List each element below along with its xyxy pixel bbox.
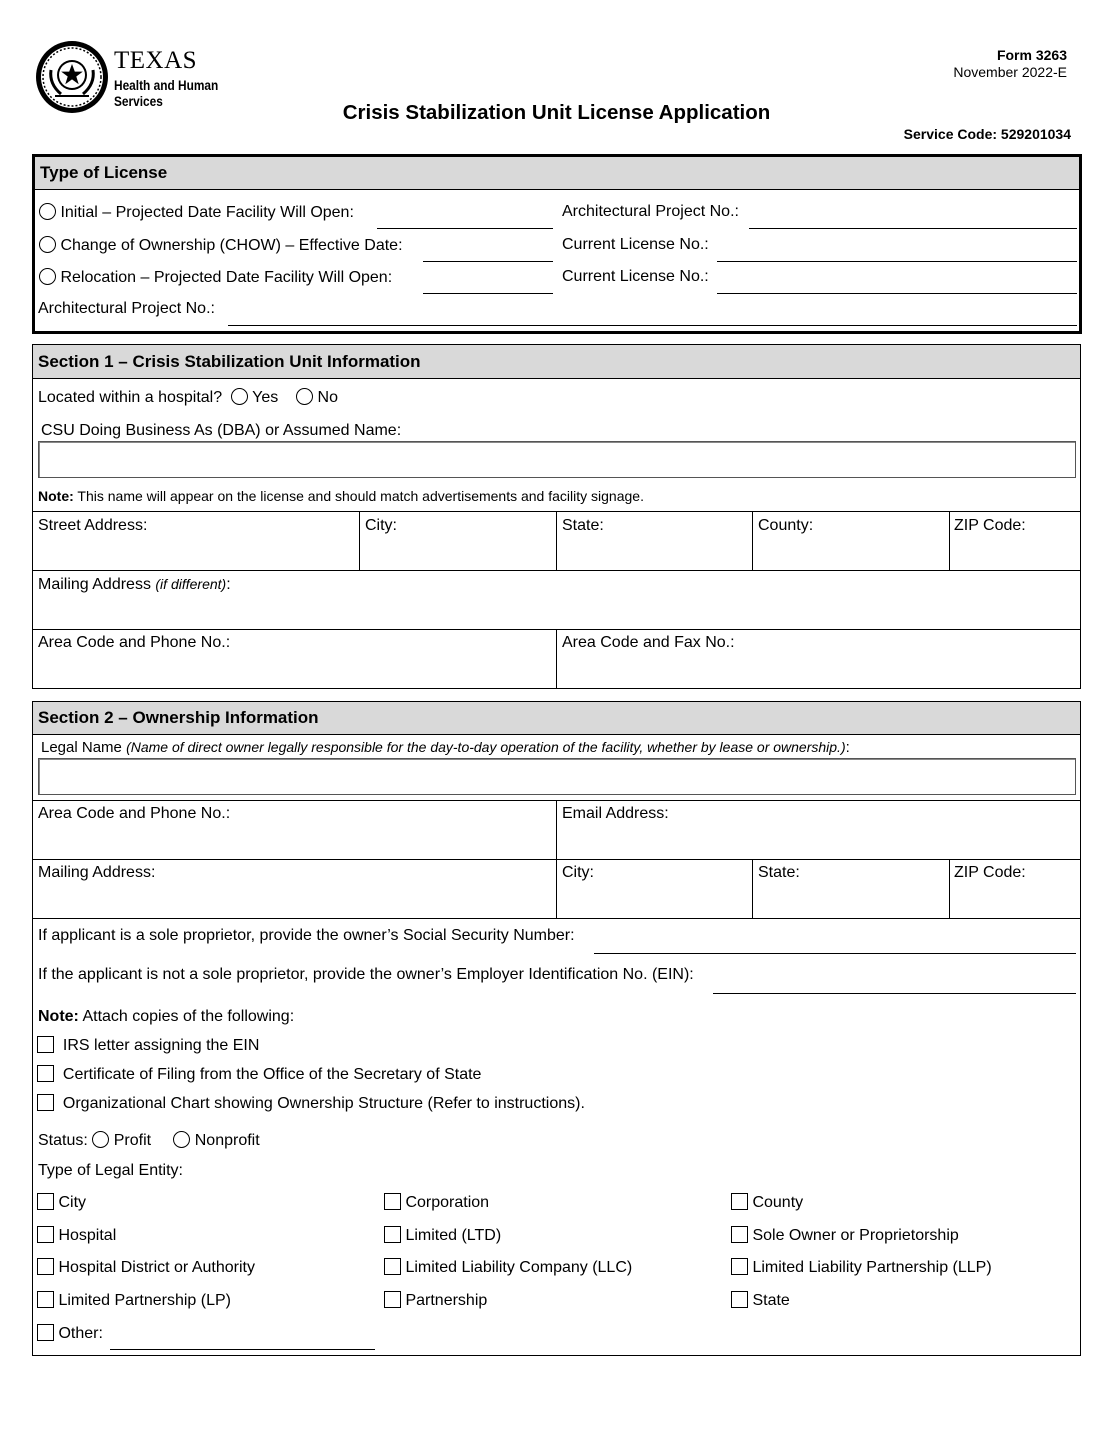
legal-name-input[interactable] <box>38 758 1076 795</box>
checkbox[interactable] <box>37 1193 54 1210</box>
current-license-label-2: Current License No.: <box>562 268 709 285</box>
legal-name-hint: (Name of direct owner legally responsible for the day-to-day operation of the facility, whether by lease or ownership.) <box>126 739 846 755</box>
county-field[interactable]: County: <box>758 517 814 534</box>
dba-note <box>38 488 644 504</box>
license-option-chow[interactable] <box>39 236 403 255</box>
ssn-label: If applicant is a sole proprietor, provide the owner’s Social Security Number: <box>38 927 575 944</box>
entity-label: Type of Legal Entity: <box>38 1162 183 1179</box>
radio-initial[interactable] <box>39 203 56 220</box>
option-label: Initial – Projected Date Facility Will Open: <box>60 204 354 221</box>
entity-state[interactable] <box>731 1291 790 1310</box>
status-label: Status: <box>38 1132 88 1149</box>
mailing-address-field[interactable] <box>38 576 231 594</box>
checkbox[interactable] <box>731 1226 748 1243</box>
nonprofit-label: Nonprofit <box>194 1132 260 1149</box>
attach-note <box>38 1008 294 1026</box>
divider <box>33 570 1080 571</box>
attachment-label: IRS letter assigning the EIN <box>62 1037 260 1054</box>
section-1 <box>32 344 1081 689</box>
service-code: Service Code: 529201034 <box>903 126 1071 142</box>
checkbox[interactable] <box>384 1226 401 1243</box>
section-2 <box>32 701 1081 1356</box>
divider <box>556 629 557 689</box>
current-license-label-1: Current License No.: <box>562 236 709 253</box>
entity-option-label: State <box>752 1292 790 1309</box>
ein-label: If the applicant is not a sole proprietor, provide the owner’s Employer Identification No. (EIN): <box>38 966 694 983</box>
yes-label: Yes <box>252 389 279 406</box>
checkbox[interactable] <box>731 1258 748 1275</box>
current-license-field-1[interactable] <box>717 261 1077 262</box>
attachment-org-chart[interactable] <box>37 1094 585 1113</box>
dba-label: CSU Doing Business As (DBA) or Assumed Name: <box>41 422 402 439</box>
option-label: Relocation – Projected Date Facility Will Open: <box>60 269 393 286</box>
radio-yes[interactable] <box>231 388 248 405</box>
type-of-license-section <box>32 154 1082 334</box>
radio-no[interactable] <box>296 388 313 405</box>
entity-llc[interactable] <box>384 1258 632 1277</box>
entity-option-label: Sole Owner or Proprietorship <box>752 1227 959 1244</box>
divider <box>949 859 950 918</box>
radio-profit[interactable] <box>92 1131 109 1148</box>
section-heading: Type of License <box>35 157 1079 190</box>
phone-field[interactable]: Area Code and Phone No.: <box>38 634 231 651</box>
page-title: Crisis Stabilization Unit License Application <box>342 101 771 124</box>
entity-option-label: Other: <box>58 1325 103 1342</box>
state-field[interactable]: State: <box>562 517 604 534</box>
note-text: Attach copies of the following: <box>78 1008 295 1025</box>
entity-city[interactable] <box>37 1193 86 1212</box>
radio-nonprofit[interactable] <box>173 1131 190 1148</box>
entity-sole-owner[interactable] <box>731 1226 959 1245</box>
section-heading: Section 2 – Ownership Information <box>33 702 1080 735</box>
note-text: This name will appear on the license and should match advertisements and facility signage. <box>73 488 644 504</box>
form-number: Form 3263 <box>996 47 1067 63</box>
note-bold: Note: <box>38 1008 79 1025</box>
entity-option-label: Limited Liability Partnership (LLP) <box>752 1259 992 1276</box>
ssn-field[interactable] <box>594 953 1076 954</box>
license-option-relocation[interactable] <box>39 268 392 287</box>
checkbox[interactable] <box>37 1065 54 1082</box>
legal-name-label <box>41 739 850 756</box>
attachment-label: Certificate of Filing from the Office of the Secretary of State <box>62 1066 482 1083</box>
entity-llp[interactable] <box>731 1258 992 1277</box>
entity-hospital-district[interactable] <box>37 1258 255 1277</box>
zip-field[interactable]: ZIP Code: <box>954 517 1026 534</box>
profit-label: Profit <box>113 1132 152 1149</box>
arch-project-label-right: Architectural Project No.: <box>562 203 739 220</box>
checkbox[interactable] <box>37 1036 54 1053</box>
mailing-address-label: Mailing Address <box>38 576 156 593</box>
entity-hospital[interactable] <box>37 1226 116 1245</box>
entity-option-label: County <box>752 1194 804 1211</box>
hospital-question <box>38 388 338 407</box>
logo-line2: Health and Human <box>114 78 219 93</box>
divider <box>752 511 753 570</box>
note-bold: Note: <box>38 488 74 504</box>
owner-phone-field[interactable]: Area Code and Phone No.: <box>38 805 231 822</box>
entity-option-label: Limited (LTD) <box>405 1227 502 1244</box>
checkbox[interactable] <box>37 1291 54 1308</box>
divider <box>949 511 950 570</box>
entity-option-label: Partnership <box>405 1292 488 1309</box>
mailing-address-hint: (if different) <box>155 576 227 592</box>
checkbox[interactable] <box>384 1291 401 1308</box>
street-address-field[interactable]: Street Address: <box>38 517 148 534</box>
section-heading: Section 1 – Crisis Stabilization Unit Information <box>33 345 1080 379</box>
attachment-certificate-of-filing[interactable] <box>37 1065 481 1084</box>
checkbox[interactable] <box>731 1193 748 1210</box>
dba-input[interactable] <box>38 441 1076 478</box>
logo-line3: Services <box>114 94 163 109</box>
form-date: November 2022-E <box>953 64 1067 80</box>
divider <box>33 918 1080 919</box>
entity-option-label: Hospital <box>58 1227 117 1244</box>
hospital-question-label: Located within a hospital? <box>38 389 223 406</box>
option-label: Change of Ownership (CHOW) – Effective Date: <box>60 237 403 254</box>
attachment-irs-letter[interactable] <box>37 1036 259 1055</box>
entity-limited-partnership[interactable] <box>37 1291 231 1310</box>
owner-zip-field[interactable]: ZIP Code: <box>954 864 1026 881</box>
current-license-field-2[interactable] <box>717 293 1077 294</box>
colon: : <box>845 739 850 756</box>
status-row <box>38 1131 260 1150</box>
checkbox[interactable] <box>384 1258 401 1275</box>
entity-partnership[interactable] <box>384 1291 487 1310</box>
entity-option-label: Hospital District or Authority <box>58 1259 255 1276</box>
arch-project-label: Architectural Project No.: <box>38 300 215 317</box>
entity-county[interactable] <box>731 1193 803 1212</box>
fax-field[interactable]: Area Code and Fax No.: <box>562 634 735 651</box>
owner-state-field[interactable]: State: <box>758 864 800 881</box>
checkbox[interactable] <box>37 1226 54 1243</box>
ein-field[interactable] <box>713 993 1076 994</box>
divider <box>556 511 557 570</box>
arch-project-field-right[interactable] <box>749 228 1077 229</box>
checkbox[interactable] <box>37 1258 54 1275</box>
other-entity-field[interactable] <box>110 1349 375 1350</box>
colon: : <box>226 576 231 593</box>
checkbox[interactable] <box>37 1094 54 1111</box>
divider <box>33 859 1080 860</box>
chow-date-field[interactable] <box>423 261 553 262</box>
arch-project-field[interactable] <box>228 325 1077 326</box>
owner-mailing-address-field[interactable]: Mailing Address: <box>38 864 156 881</box>
license-option-initial[interactable] <box>39 203 354 222</box>
entity-option-label: City <box>58 1194 87 1211</box>
entity-other[interactable] <box>37 1324 103 1343</box>
radio-relocation[interactable] <box>39 268 56 285</box>
entity-option-label: Corporation <box>405 1194 490 1211</box>
radio-chow[interactable] <box>39 236 56 253</box>
checkbox[interactable] <box>384 1193 401 1210</box>
no-label: No <box>317 389 338 406</box>
entity-limited[interactable] <box>384 1226 501 1245</box>
divider <box>752 859 753 918</box>
city-field[interactable]: City: <box>365 517 397 534</box>
entity-corporation[interactable] <box>384 1193 489 1212</box>
attachment-label: Organizational Chart showing Ownership Structure (Refer to instructions). <box>62 1095 585 1112</box>
checkbox[interactable] <box>37 1324 54 1341</box>
owner-city-field[interactable]: City: <box>562 864 594 881</box>
relocation-date-field[interactable] <box>423 293 553 294</box>
initial-date-field[interactable] <box>377 228 553 229</box>
checkbox[interactable] <box>731 1291 748 1308</box>
owner-email-field[interactable]: Email Address: <box>562 805 669 822</box>
entity-option-label: Limited Partnership (LP) <box>58 1292 231 1309</box>
logo-texas-text: TEXAS <box>114 47 198 74</box>
divider <box>359 511 360 570</box>
entity-option-label: Limited Liability Company (LLC) <box>405 1259 633 1276</box>
legal-name-text: Legal Name <box>41 739 127 756</box>
